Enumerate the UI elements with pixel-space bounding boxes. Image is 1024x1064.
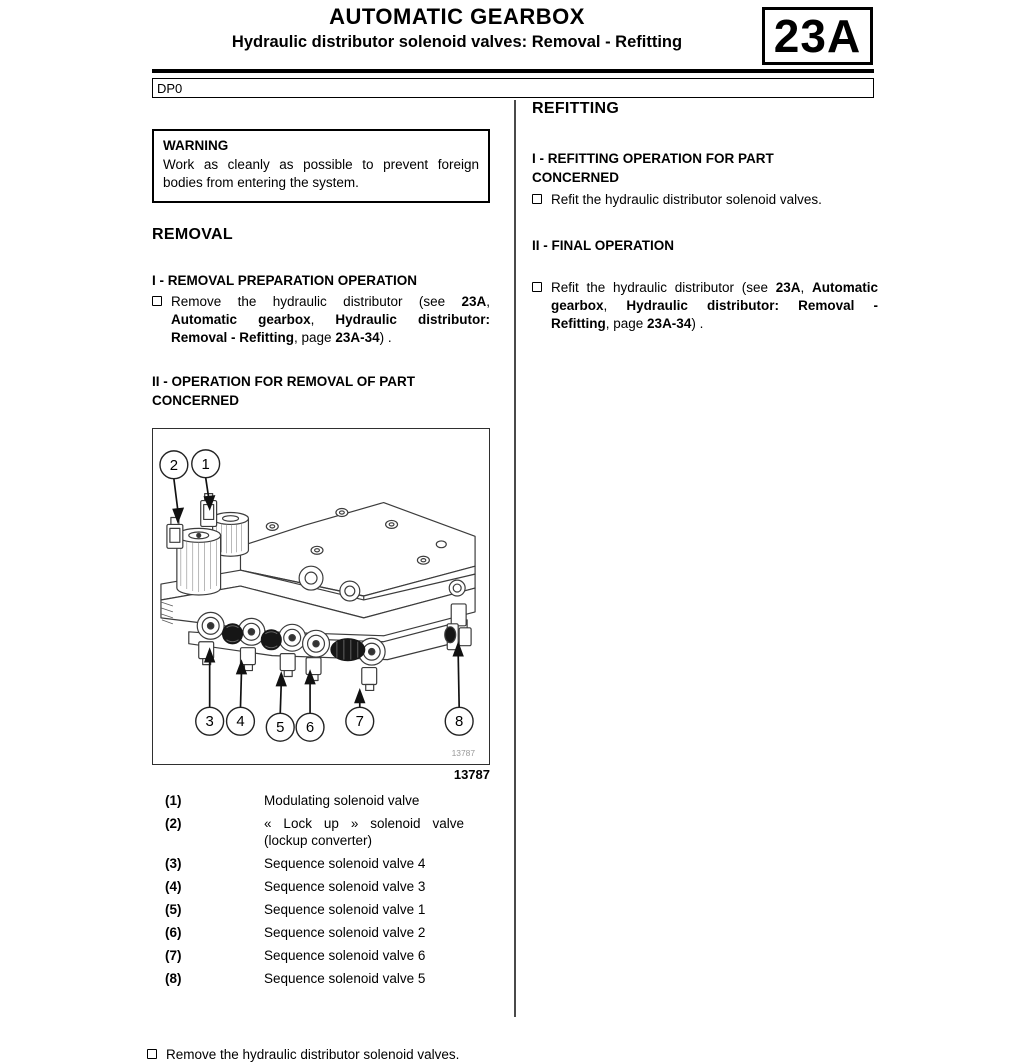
bullet-square-icon <box>532 194 542 204</box>
warning-box <box>152 129 490 203</box>
removal-section1-heading: I - REMOVAL PREPARATION OPERATION <box>152 273 418 288</box>
removal-step-1 <box>152 293 490 347</box>
svg-text:4: 4 <box>236 714 245 731</box>
legend-row <box>152 815 490 849</box>
legend-row <box>152 924 490 941</box>
warning-title: WARNING <box>163 138 229 153</box>
valve-body-drawing <box>153 429 489 764</box>
removal-section2-heading: II - OPERATION FOR REMOVAL OF PART CONCERNED <box>152 374 415 408</box>
legend-description: Modulating solenoid valve <box>264 793 420 808</box>
refitting-section1-heading: I - REFITTING OPERATION FOR PART CONCERNED <box>532 151 774 185</box>
legend-description: Sequence solenoid valve 6 <box>264 948 426 963</box>
legend-description: Sequence solenoid valve 3 <box>264 879 426 894</box>
legend-number: (6) <box>165 925 182 940</box>
figure-caption: 13787 <box>453 767 490 782</box>
refitting-section2-heading: II - FINAL OPERATION <box>532 238 675 253</box>
legend-row <box>152 970 490 987</box>
figure-callout-7 <box>346 707 374 735</box>
legend-number: (7) <box>165 948 182 963</box>
refitting-step-2 <box>532 279 878 333</box>
figure-callout-3 <box>196 707 224 735</box>
legend-description: Sequence solenoid valve 2 <box>264 925 426 940</box>
legend-row <box>152 947 490 964</box>
warning-text: Work as cleanly as possible to prevent foreign bodies from entering the system. <box>163 157 479 190</box>
bullet-square-icon <box>147 1049 157 1059</box>
refitting-step-2-text: Refit the hydraulic distributor (see 23A, Automatic gearbox, Hydraulic distributor: Removal - Refitting, page 23A-34) . <box>551 280 878 331</box>
gearbox-code-bar: DP0 <box>152 78 874 98</box>
figure-callout-6 <box>296 713 324 741</box>
svg-text:2: 2 <box>169 457 179 474</box>
svg-text:7: 7 <box>355 714 364 731</box>
bullet-square-icon <box>532 282 542 292</box>
legend-description: Sequence solenoid valve 5 <box>264 971 426 986</box>
refitting-step-1-text: Refit the hydraulic distributor solenoid valves. <box>551 192 822 207</box>
column-divider <box>514 100 516 1017</box>
legend-row <box>152 901 490 918</box>
chapter-code-box: 23A <box>762 7 873 65</box>
legend-row <box>152 878 490 895</box>
removal-step-1-text: Remove the hydraulic distributor (see 23A, Automatic gearbox, Hydraulic distributor: Removal - Refitting, page 23A-34) . <box>171 294 490 345</box>
svg-text:3: 3 <box>205 714 214 731</box>
legend-number: (4) <box>165 879 182 894</box>
legend-description: Sequence solenoid valve 4 <box>264 856 426 871</box>
svg-text:1: 1 <box>201 456 210 473</box>
removal-step-2-text: Remove the hydraulic distributor solenoid valves. <box>166 1047 460 1062</box>
legend-number: (3) <box>165 856 182 871</box>
svg-text:8: 8 <box>455 714 464 731</box>
page-title: AUTOMATIC GEARBOX <box>329 4 585 29</box>
legend-row <box>152 855 490 872</box>
legend-number: (2) <box>165 816 182 831</box>
figure-callout-2 <box>160 451 188 479</box>
bullet-square-icon <box>152 296 162 306</box>
page-subtitle: Hydraulic distributor solenoid valves: Removal - Refitting <box>231 33 683 51</box>
removal-step-2 <box>147 1046 492 1064</box>
figure-callout-1 <box>192 450 220 478</box>
svg-text:5: 5 <box>276 720 285 737</box>
right-column <box>532 0 878 331</box>
figure-callout-4 <box>227 707 255 735</box>
legend-number: (5) <box>165 902 182 917</box>
figure-inner-ref: 13787 <box>451 748 476 759</box>
valve-body-figure <box>152 428 490 765</box>
refitting-step-1 <box>532 191 878 209</box>
removal-heading: REMOVAL <box>152 226 233 243</box>
legend-description: Sequence solenoid valve 1 <box>264 902 426 917</box>
legend-row <box>152 792 490 809</box>
legend-description: « Lock up » solenoid valve (lockup converter) <box>264 816 464 848</box>
legend-number: (8) <box>165 971 182 986</box>
refitting-heading: REFITTING <box>532 100 620 117</box>
figure-callout-8 <box>445 707 473 735</box>
figure-callout-5 <box>266 713 294 741</box>
svg-text:6: 6 <box>305 720 315 737</box>
solenoid-legend <box>152 792 490 993</box>
legend-number: (1) <box>165 793 182 808</box>
